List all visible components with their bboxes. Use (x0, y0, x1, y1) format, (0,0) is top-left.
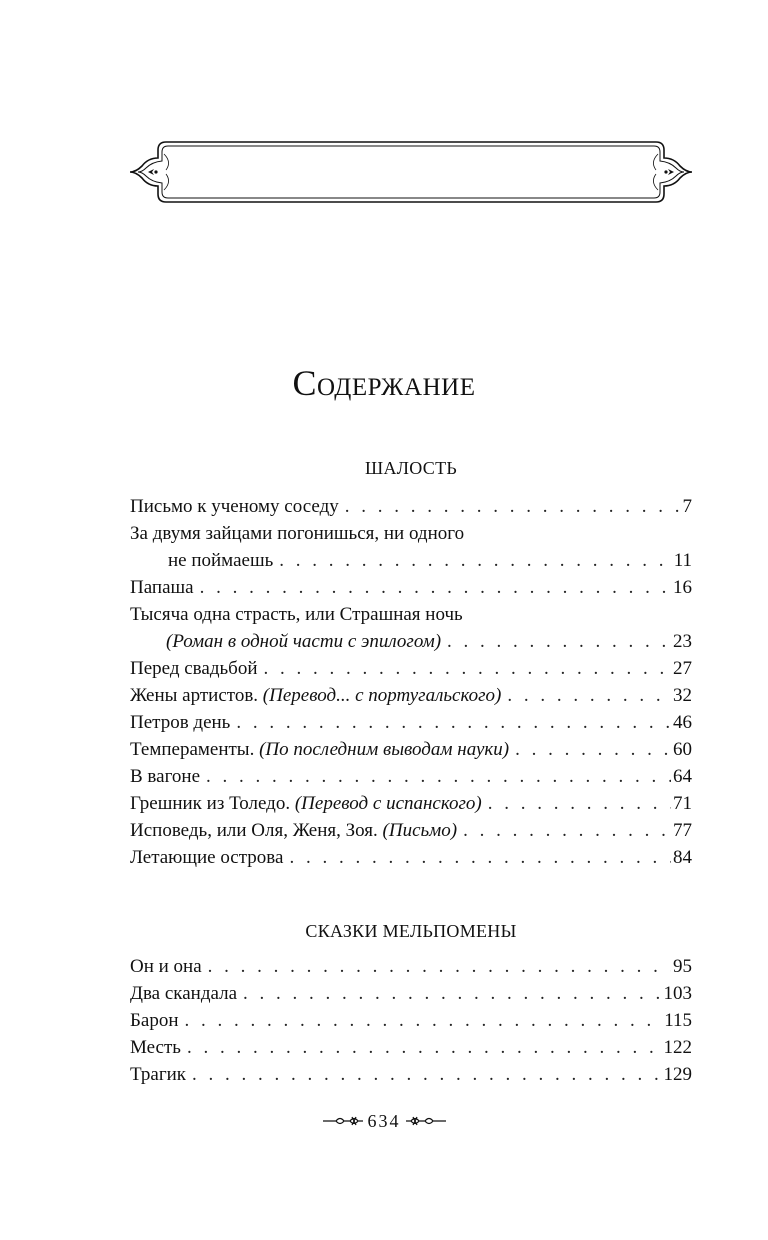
toc-entry[interactable] (130, 493, 692, 520)
entry-page: 7 (682, 496, 692, 517)
entry-page: 129 (663, 1064, 692, 1085)
entry-title: Два скандала (130, 983, 238, 1004)
leader-dots (488, 790, 671, 817)
section-heading-skazki: СКАЗКИ МЕЛЬПОМЕНЫ (305, 921, 517, 941)
entry-title: Барон (130, 1010, 179, 1031)
entry-title: Темпераменты. (130, 739, 255, 760)
folio-ornament-right-icon (405, 1114, 447, 1128)
leader-dots (447, 628, 671, 655)
entry-title: Он и она (130, 956, 202, 977)
section-heading-shalost: ШАЛОСТЬ (364, 458, 458, 478)
entry-page: 103 (663, 983, 692, 1004)
header-ornament-frame (128, 136, 694, 208)
entry-title-cont: не поймаешь (168, 550, 274, 571)
toc-entry[interactable] (130, 682, 692, 709)
entry-title: Перед свадьбой (130, 658, 258, 679)
toc-entry[interactable] (130, 1034, 692, 1061)
entry-title: Месть (130, 1037, 181, 1058)
toc-entry[interactable] (130, 763, 692, 790)
entry-title: Папаша (130, 577, 194, 598)
entry-title: Летающие острова (130, 847, 284, 868)
entry-page: 23 (673, 631, 692, 652)
entry-title: Петров день (130, 712, 231, 733)
page-title-rest: ОДЕРЖАНИЕ (317, 374, 476, 401)
entry-subtitle: (Роман в одной части с эпилогом) (166, 631, 442, 652)
toc-entry[interactable] (130, 953, 692, 980)
toc-entry[interactable] (130, 844, 692, 871)
entry-title: Тысяча одна страсть, или Страшная ночь (130, 604, 463, 625)
toc-section-shalost (130, 493, 692, 871)
entry-page: 71 (673, 793, 692, 814)
entry-title: Трагик (130, 1064, 187, 1085)
leader-dots (192, 1061, 661, 1088)
entry-page: 77 (673, 820, 692, 841)
entry-page: 27 (673, 658, 692, 679)
leader-dots (463, 817, 671, 844)
page-number-footer (0, 1108, 768, 1134)
leader-dots (236, 709, 671, 736)
entry-page: 46 (673, 712, 692, 733)
leader-dots (187, 1034, 662, 1061)
page-number: 634 (367, 1110, 401, 1131)
toc-entry[interactable] (130, 1007, 692, 1034)
entry-title: В вагоне (130, 766, 200, 787)
leader-dots (279, 547, 671, 574)
entry-title: Исповедь, или Оля, Женя, Зоя. (130, 820, 378, 841)
toc-entry[interactable] (130, 601, 692, 655)
leader-dots (345, 493, 681, 520)
leader-dots (515, 736, 671, 763)
entry-title: Грешник из Толедо. (130, 793, 291, 814)
toc-section-skazki (130, 953, 692, 1088)
entry-subtitle: (Перевод... с португальского) (262, 685, 502, 706)
toc-entry[interactable] (130, 1061, 692, 1088)
toc-entry[interactable] (130, 520, 692, 574)
entry-page: 60 (673, 739, 692, 760)
entry-page: 95 (673, 956, 692, 977)
entry-title: За двумя зайцами погонишься, ни одного (130, 523, 465, 544)
leader-dots (206, 763, 671, 790)
leader-dots (264, 655, 671, 682)
toc-entry[interactable] (130, 736, 692, 763)
folio-ornament-left-icon (322, 1114, 364, 1128)
toc-entry[interactable] (130, 709, 692, 736)
page-title (0, 362, 768, 404)
entry-subtitle: (Перевод с испанского) (294, 793, 482, 814)
entry-page: 64 (673, 766, 692, 787)
entry-subtitle: (Письмо) (382, 820, 458, 841)
entry-title: Письмо к ученому соседу (130, 496, 339, 517)
entry-title: Жены артистов. (130, 685, 259, 706)
page-title-initial: С (292, 363, 317, 403)
entry-page: 32 (673, 685, 692, 706)
leader-dots (208, 953, 671, 980)
entry-page: 11 (673, 550, 692, 571)
leader-dots (289, 844, 671, 871)
toc-entry[interactable] (130, 790, 692, 817)
toc-entry[interactable] (130, 817, 692, 844)
entry-subtitle: (По последним выводам науки) (259, 739, 510, 760)
leader-dots (200, 574, 671, 601)
entry-page: 122 (663, 1037, 692, 1058)
entry-page: 16 (673, 577, 692, 598)
toc-entry[interactable] (130, 980, 692, 1007)
entry-page: 115 (664, 1010, 692, 1031)
leader-dots (507, 682, 671, 709)
toc-entry[interactable] (130, 574, 692, 601)
entry-page: 84 (673, 847, 692, 868)
toc-entry[interactable] (130, 655, 692, 682)
leader-dots (243, 980, 661, 1007)
leader-dots (185, 1007, 663, 1034)
